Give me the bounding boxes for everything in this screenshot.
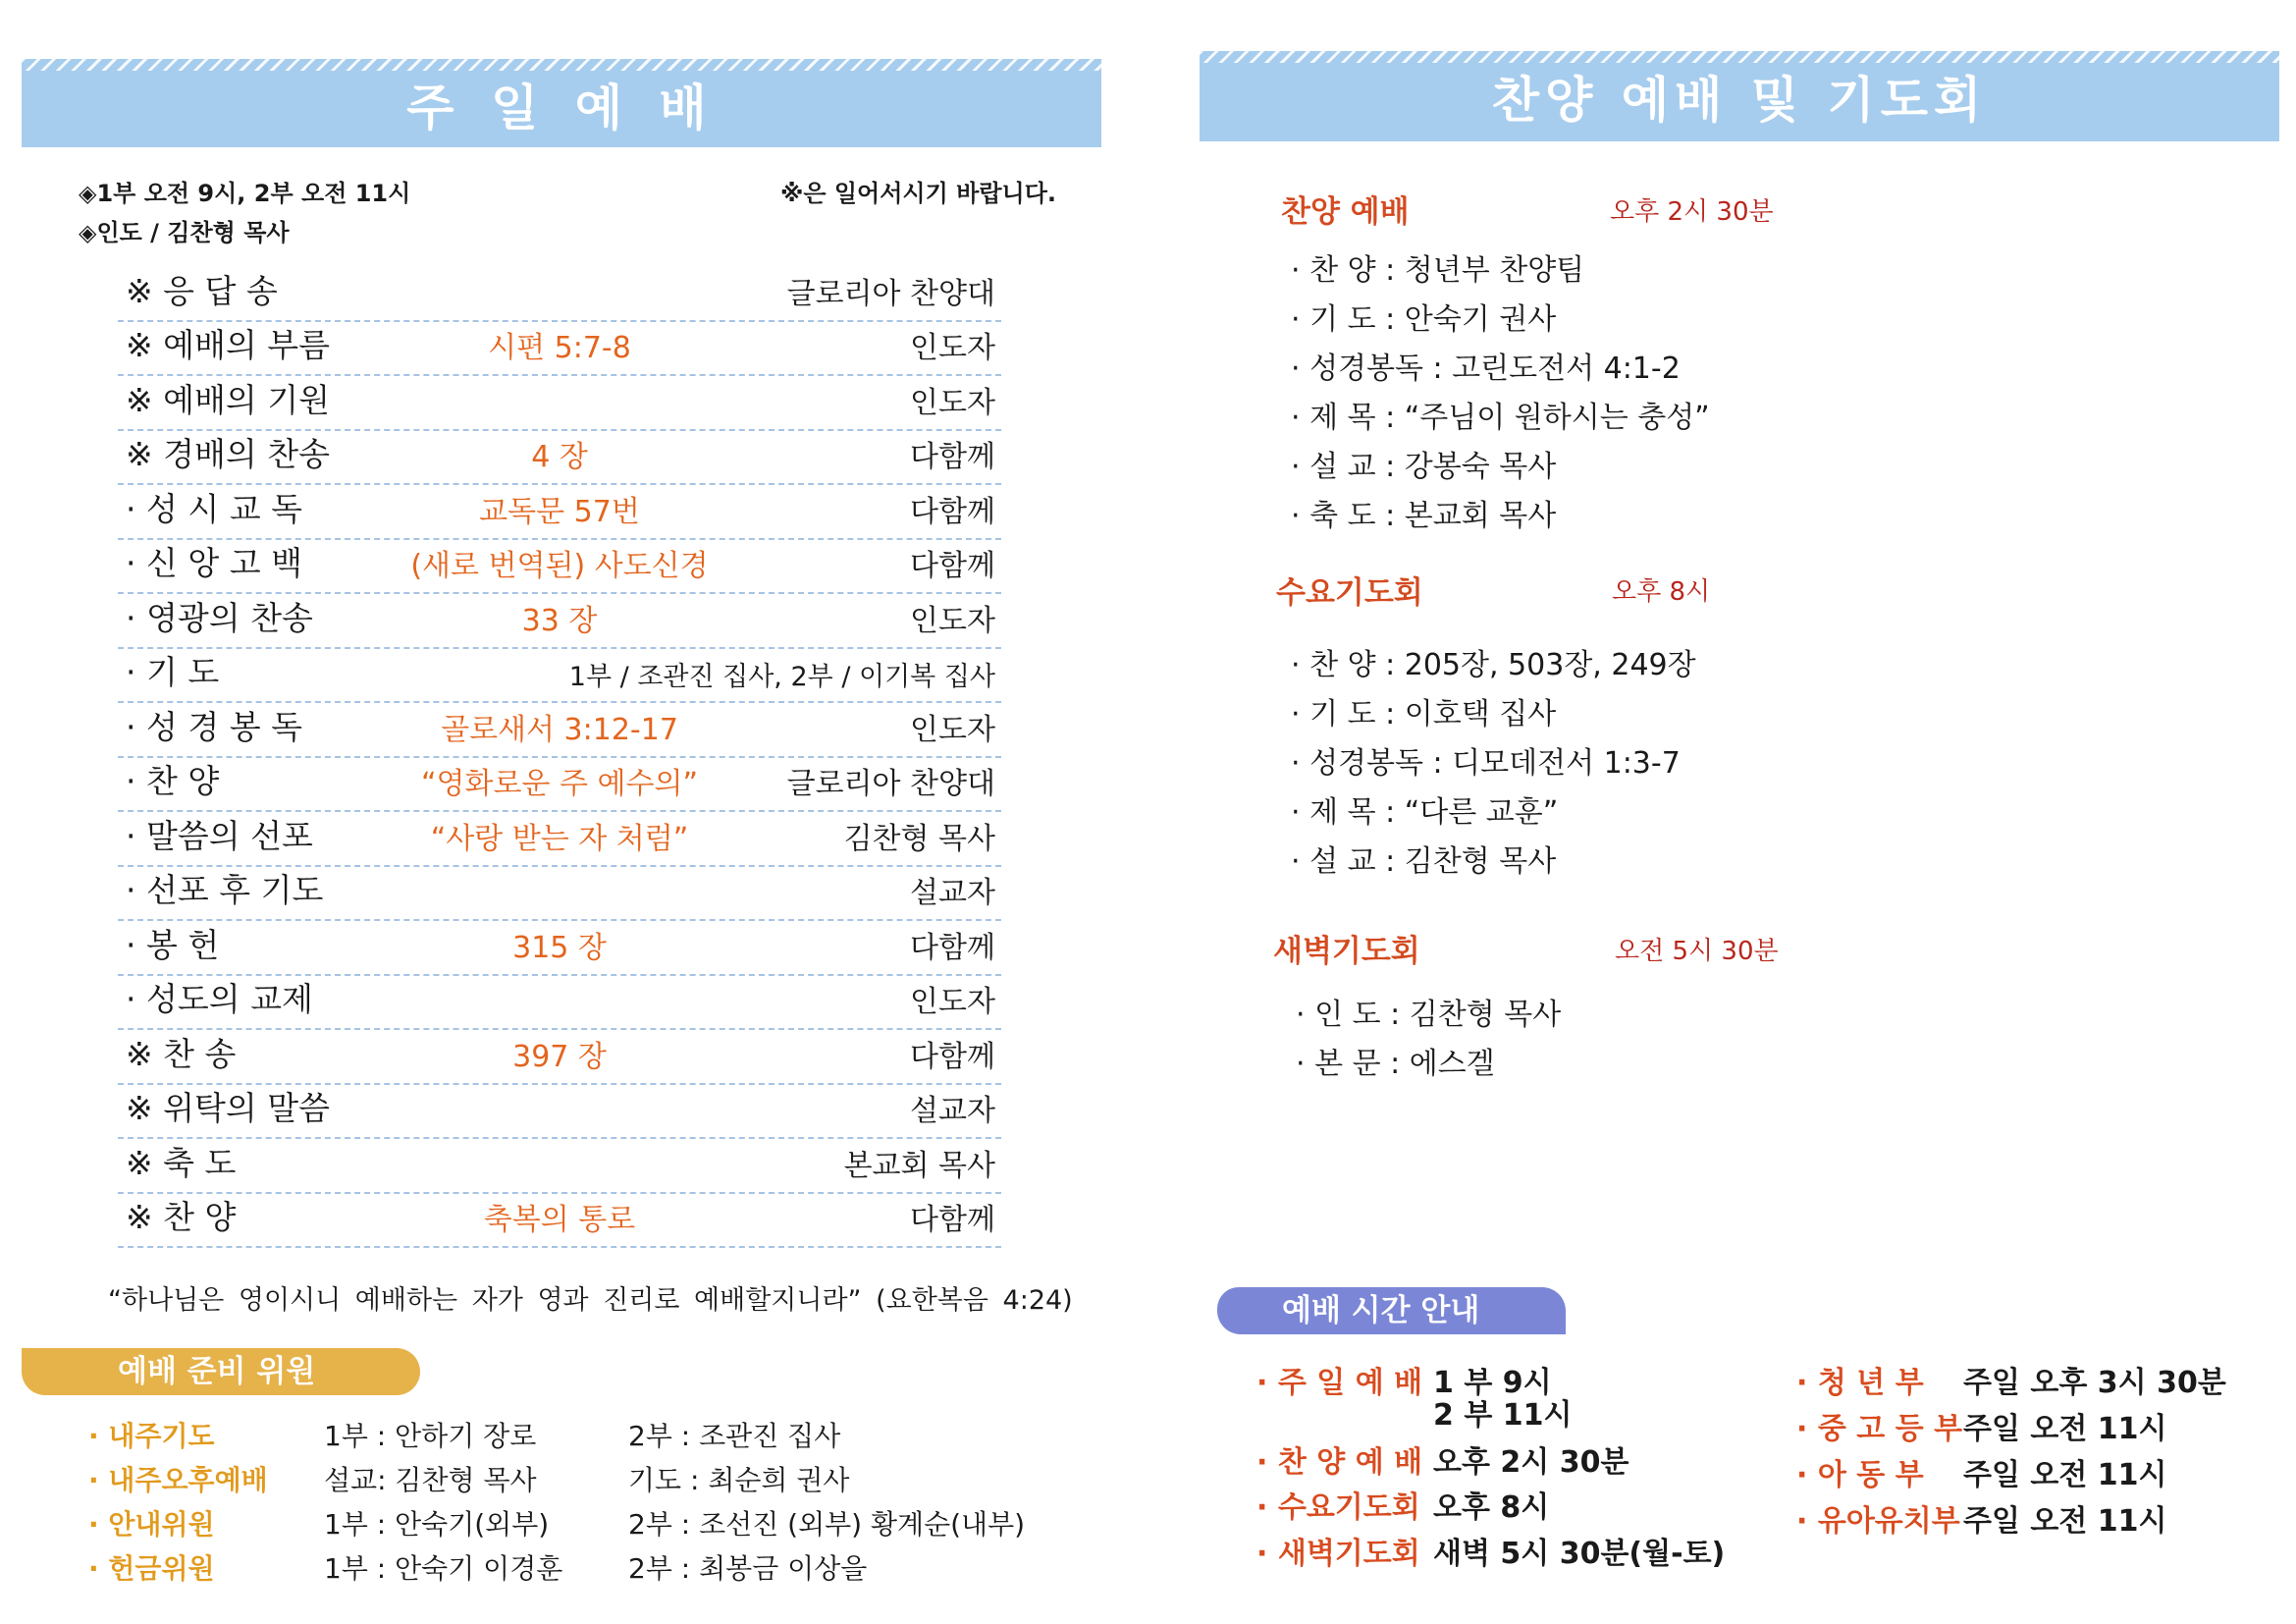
prep-committee-header: 예배 준비 위원 [22, 1348, 420, 1395]
section-title: 찬양 예배 [1281, 194, 1410, 230]
order-who: 인도자 [910, 385, 995, 420]
order-title: · 선포 후 기도 [126, 871, 324, 909]
order-row [118, 649, 1001, 704]
prep-second: 2부 : 최봉금 이상을 [628, 1552, 868, 1585]
schedule-row [1796, 1404, 1962, 1447]
schedule-row [1796, 1358, 1924, 1401]
schedule-row [1963, 1404, 2167, 1447]
order-detail: 33 장 [521, 603, 598, 638]
order-detail: 315 장 [512, 930, 607, 965]
order-who: 설교자 [910, 876, 995, 910]
schedule-row [1796, 1450, 1924, 1493]
prep-label: · 내주오후예배 [88, 1464, 268, 1496]
order-row [118, 594, 1001, 649]
order-title: ※ 찬 양 [126, 1198, 237, 1236]
section-item: · 인 도 : 김찬형 목사 [1296, 998, 1562, 1032]
schedule-row [1433, 1437, 1629, 1481]
section-time: 오후 8시 [1612, 577, 1711, 607]
schedule-value: 주일 오전 11시 [1963, 1458, 2167, 1492]
section-time: 오후 2시 30분 [1610, 197, 1774, 227]
order-detail: “사랑 받는 자 처럼” [430, 821, 689, 856]
order-who: 다함께 [910, 494, 995, 529]
order-detail: “영화로운 주 예수의” [421, 767, 698, 801]
order-who: 인도자 [910, 985, 995, 1019]
order-who: 글로리아 찬양대 [786, 276, 995, 311]
order-row [118, 376, 1001, 431]
section-title: 새벽기도회 [1273, 934, 1420, 969]
prep-second: 2부 : 조선진 (외부) 황계순(내부) [628, 1508, 1026, 1541]
section-item: · 찬 양 : 청년부 찬양팀 [1291, 253, 1585, 288]
schedule-row [1256, 1483, 1420, 1526]
scripture-verse: “하나님은 영이시니 예배하는 자가 영과 진리로 예배할지니라” (요한복음 4:24) [108, 1285, 1073, 1316]
order-detail: 397 장 [512, 1039, 607, 1074]
schedule-value: 오후 2시 30분 [1433, 1445, 1629, 1480]
order-who: 다함께 [910, 440, 995, 474]
schedule-label: · 수요기도회 [1256, 1490, 1420, 1525]
order-who: 다함께 [910, 549, 995, 583]
prep-second: 2부 : 조관진 집사 [628, 1420, 841, 1452]
schedule-value: 주일 오전 11시 [1963, 1412, 2167, 1446]
schedule-value: 주일 오후 3시 30분 [1963, 1366, 2226, 1400]
schedule-row [1796, 1496, 1960, 1540]
schedule-row [1256, 1529, 1420, 1572]
order-who: 본교회 목사 [843, 1148, 995, 1183]
schedule-row [1963, 1450, 2167, 1493]
section-item: · 제 목 : “주님이 원하시는 충성” [1291, 401, 1710, 435]
prep-row [88, 1459, 1070, 1498]
section-item: · 설 교 : 김찬형 목사 [1291, 844, 1557, 879]
section-time: 오전 5시 30분 [1615, 937, 1779, 966]
order-title: · 기 도 [126, 653, 220, 691]
order-who: 1부 / 조관진 집사, 2부 / 이기복 집사 [568, 662, 995, 692]
praise-prayer-panel [1148, 0, 2296, 1624]
order-row [118, 1139, 1001, 1194]
order-row [118, 1194, 1001, 1249]
service-times: ◈1부 오전 9시, 2부 오전 11시 [79, 180, 411, 207]
prep-label: · 헌금위원 [88, 1552, 215, 1585]
prep-second: 기도 : 최순희 권사 [628, 1464, 850, 1496]
schedule-value: 오후 8시 [1433, 1490, 1550, 1525]
schedule-row [1433, 1483, 1549, 1526]
order-title: · 영광의 찬송 [126, 598, 313, 637]
order-detail: 축복의 통로 [483, 1203, 636, 1237]
order-who: 다함께 [910, 1039, 995, 1074]
order-detail: (새로 번역된) 사도신경 [410, 549, 709, 583]
sunday-worship-banner: 주 일 예 배 [22, 59, 1101, 147]
prep-row [88, 1547, 1070, 1587]
order-row [118, 976, 1001, 1031]
prep-label: · 내주기도 [88, 1420, 215, 1452]
order-title: · 봉 헌 [126, 925, 220, 964]
schedule-row [1433, 1529, 1725, 1572]
order-who: 인도자 [910, 712, 995, 747]
prep-first: 1부 : 안하기 장로 [324, 1420, 537, 1452]
section-item: · 성경봉독 : 디모데전서 1:3-7 [1291, 746, 1681, 781]
order-title: ※ 응 답 송 [126, 271, 278, 310]
order-title: ※ 위탁의 말씀 [126, 1089, 331, 1127]
order-who: 인도자 [910, 603, 995, 638]
section-item: · 본 문 : 에스겔 [1296, 1047, 1495, 1081]
prep-first: 설교: 김찬형 목사 [324, 1464, 537, 1496]
order-who: 다함께 [910, 930, 995, 965]
schedule-label: · 찬 양 예 배 [1256, 1445, 1423, 1480]
order-row [118, 1085, 1001, 1140]
schedule-row [1963, 1496, 2167, 1540]
order-title: · 성 시 교 독 [126, 489, 302, 528]
section-item: · 기 도 : 안숙기 권사 [1291, 302, 1557, 337]
order-row [118, 322, 1001, 377]
order-who: 설교자 [910, 1094, 995, 1128]
prep-row [88, 1415, 1070, 1454]
schedule-value: 1 부 9시 [1433, 1366, 1552, 1400]
order-row [118, 431, 1001, 486]
schedule-label: · 새벽기도회 [1256, 1537, 1420, 1571]
order-detail: 4 장 [531, 440, 588, 474]
order-who: 김찬형 목사 [843, 821, 995, 856]
order-row [118, 703, 1001, 758]
section-item: · 축 도 : 본교회 목사 [1291, 499, 1557, 533]
section-item: · 성경봉독 : 고린도전서 4:1-2 [1291, 352, 1681, 386]
prep-row [88, 1503, 1070, 1543]
prep-first: 1부 : 안숙기 이경훈 [324, 1552, 563, 1585]
schedule-row [1433, 1390, 1572, 1434]
order-title: ※ 경배의 찬송 [126, 435, 331, 473]
schedule-label: · 아 동 부 [1796, 1458, 1924, 1492]
order-title: · 신 앙 고 백 [126, 544, 302, 582]
section-title: 수요기도회 [1276, 575, 1423, 611]
schedule-label: · 유아유치부 [1796, 1504, 1960, 1539]
order-row [118, 267, 1001, 322]
order-detail: 교독문 57번 [479, 494, 640, 529]
order-title: ※ 축 도 [126, 1143, 237, 1182]
schedule-row [1256, 1437, 1422, 1481]
order-title: · 찬 양 [126, 762, 220, 800]
schedule-label: · 청 년 부 [1796, 1366, 1924, 1400]
order-row [118, 921, 1001, 976]
order-title: ※ 예배의 기원 [126, 380, 331, 419]
schedule-label: · 중 고 등 부 [1796, 1412, 1963, 1446]
leader-info: ◈인도 / 김찬형 목사 [79, 219, 290, 246]
order-title: ※ 찬 송 [126, 1034, 237, 1073]
schedule-value: 2 부 11시 [1433, 1398, 1573, 1433]
prep-label: · 안내위원 [88, 1508, 215, 1541]
order-title: · 성도의 교제 [126, 980, 313, 1018]
standing-notice: ※은 일어서시기 바랍니다. [780, 180, 1056, 207]
schedule-row [1256, 1358, 1422, 1401]
praise-prayer-banner: 찬양 예배 및 기도회 [1200, 51, 2279, 141]
order-row [118, 1030, 1001, 1085]
order-who: 인도자 [910, 331, 995, 365]
section-item: · 찬 양 : 205장, 503장, 249장 [1291, 648, 1696, 682]
order-row [118, 540, 1001, 595]
order-row [118, 485, 1001, 540]
prep-first: 1부 : 안숙기(외부) [324, 1508, 550, 1541]
order-row [118, 758, 1001, 813]
order-of-worship [118, 267, 1001, 1248]
order-title: · 성 경 봉 독 [126, 707, 302, 746]
schedule-value: 주일 오전 11시 [1963, 1504, 2167, 1539]
order-detail: 골로새서 3:12-17 [441, 712, 678, 747]
section-item: · 제 목 : “다른 교훈” [1291, 795, 1559, 830]
schedule-value: 새벽 5시 30분(월-토) [1433, 1537, 1726, 1571]
schedule-header: 예배 시간 안내 [1217, 1287, 1566, 1334]
order-who: 다함께 [910, 1203, 995, 1237]
order-title: · 말씀의 선포 [126, 816, 313, 855]
schedule-row [1963, 1358, 2226, 1401]
order-row [118, 812, 1001, 867]
section-item: · 기 도 : 이호택 집사 [1291, 697, 1557, 731]
order-detail: 시편 5:7-8 [488, 331, 631, 365]
order-title: ※ 예배의 부름 [126, 326, 331, 364]
schedule-label: · 주 일 예 배 [1256, 1366, 1423, 1400]
section-item: · 설 교 : 강봉숙 목사 [1291, 450, 1557, 484]
order-who: 글로리아 찬양대 [786, 767, 995, 801]
order-row [118, 867, 1001, 922]
